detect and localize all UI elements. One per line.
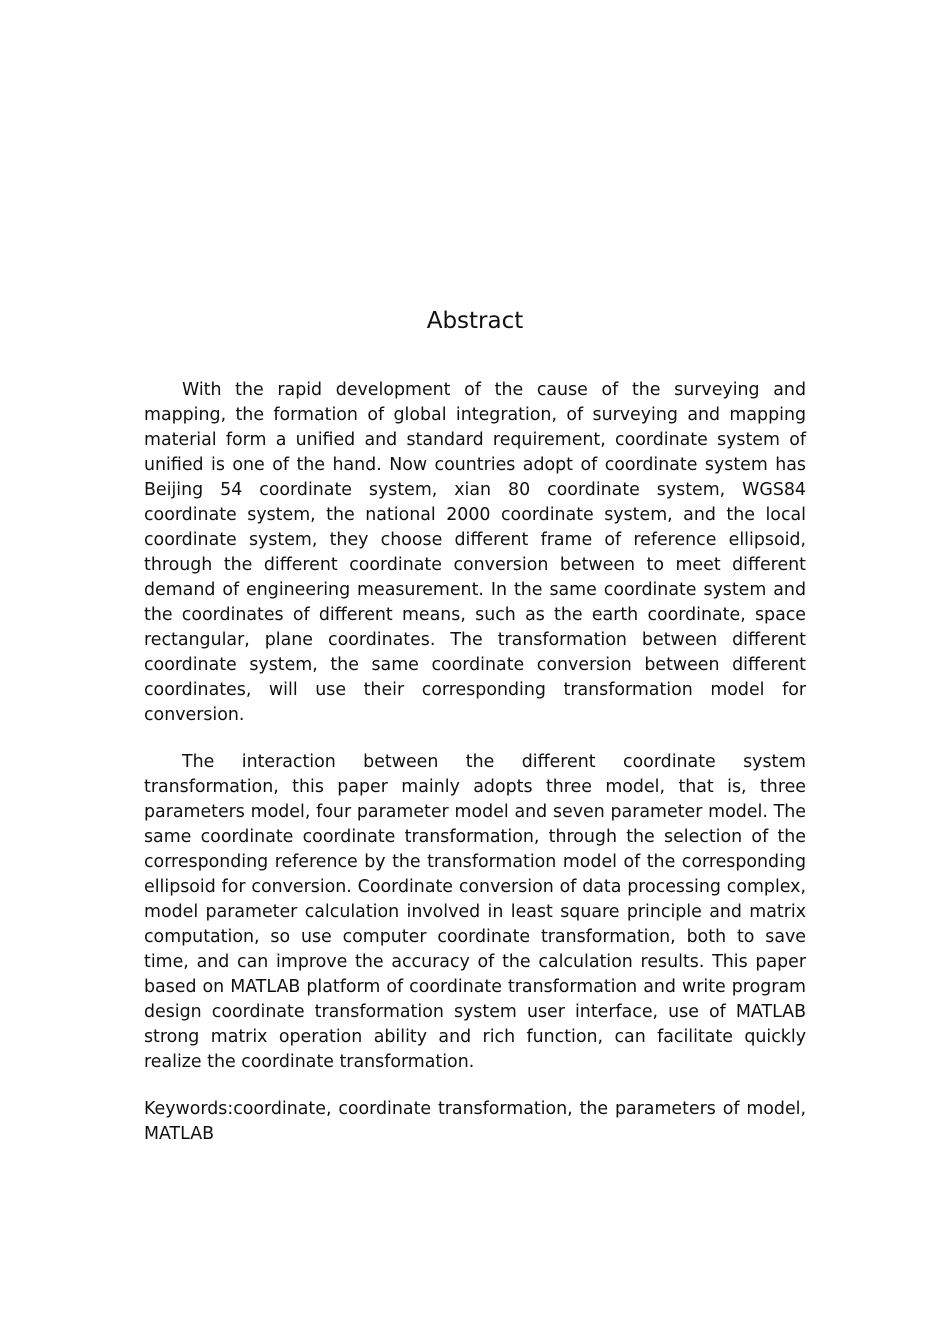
keywords-line: Keywords:coordinate, coordinate transformation, the parameters of model, MATLAB [144,1099,806,1144]
abstract-paragraph-1: With the rapid development of the cause of the surveying and mapping, the formation of global integration, of surveying and mapping material form a unified and standard requirement, coordinate system of unified is one of the hand. Now countries adopt of coordinate system has Beijing 54 coordinate system, xian 80 coordinate system, WGS84 coordinate system, the national 2000 coordinate system, and the local coordinate system, they choose different frame of reference ellipsoid, through the different coordinate conversion between to meet different demand of engineering measurement. In the same coordinate system and the coordinates of different means, such as the earth coordinate, space rectangular, plane coordinates. The transformation between different coordinate system, the same coordinate conversion between different coordinates, will use their corresponding transformation model for conversion. [144,380,806,725]
abstract-body [144,378,806,1147]
page-title: Abstract [426,308,524,334]
abstract-paragraph-2: The interaction between the different coordinate system transformation, this paper mainly adopts three model, that is, three parameters model, four parameter model and seven parameter model. The same coordinate coordinate transformation, through the selection of the corresponding reference by the transformation model of the corresponding ellipsoid for conversion. Coordinate conversion of data processing complex, model parameter calculation involved in least square principle and matrix computation, so use computer coordinate transformation, both to save time, and can improve the accuracy of the calculation results. This paper based on MATLAB platform of coordinate transformation and write program design coordinate transformation system user interface, use of MATLAB strong matrix operation ability and rich function, can facilitate quickly realize the coordinate transformation. [144,752,806,1072]
